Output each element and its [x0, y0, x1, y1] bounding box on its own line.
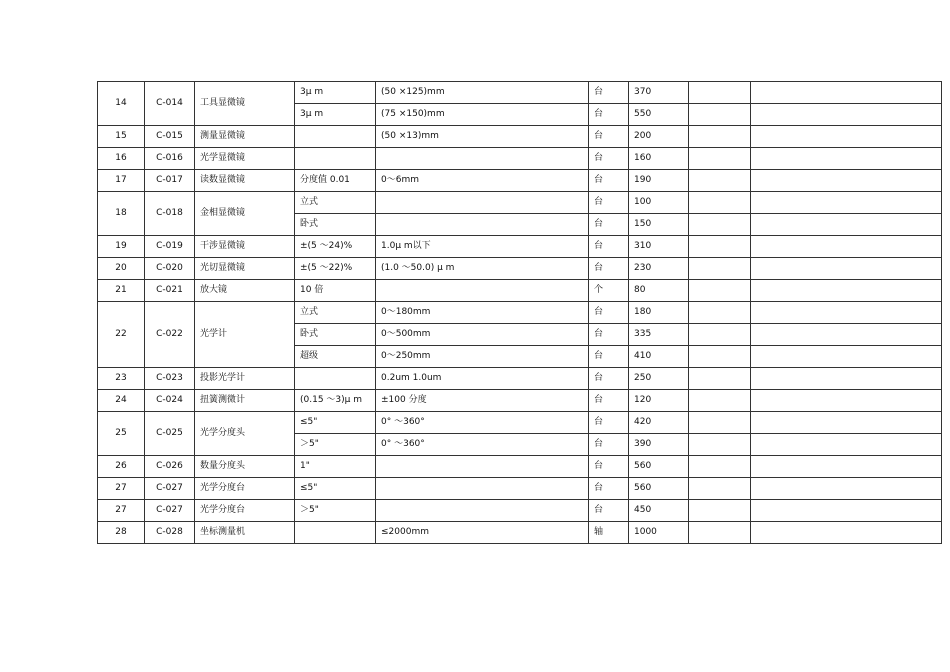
remark-cell — [751, 82, 942, 104]
price-cell: 120 — [629, 390, 689, 412]
range-cell: 0～250mm — [376, 346, 589, 368]
unit-cell: 台 — [589, 346, 629, 368]
unit-cell: 台 — [589, 214, 629, 236]
range-cell: (1.0 ～50.0) μ m — [376, 258, 589, 280]
item-code-cell: C-014 — [145, 82, 195, 126]
item-name-cell: 测量显微镜 — [195, 126, 295, 148]
price-table — [97, 81, 942, 544]
table-row — [98, 148, 942, 170]
spec-cell: ＞5" — [295, 434, 376, 456]
item-number-cell: 20 — [98, 258, 145, 280]
range-cell: 1.0μ m以下 — [376, 236, 589, 258]
blank-cell — [689, 148, 751, 170]
unit-cell: 台 — [589, 478, 629, 500]
spec-cell: 立式 — [295, 192, 376, 214]
range-cell — [376, 192, 589, 214]
unit-cell: 台 — [589, 434, 629, 456]
price-cell: 370 — [629, 82, 689, 104]
item-name-cell: 数量分度头 — [195, 456, 295, 478]
unit-cell: 台 — [589, 456, 629, 478]
range-cell: 0～180mm — [376, 302, 589, 324]
unit-cell: 台 — [589, 104, 629, 126]
blank-cell — [689, 434, 751, 456]
remark-cell — [751, 412, 942, 434]
spec-cell: 1" — [295, 456, 376, 478]
blank-cell — [689, 456, 751, 478]
blank-cell — [689, 500, 751, 522]
price-cell: 100 — [629, 192, 689, 214]
price-cell: 150 — [629, 214, 689, 236]
spec-cell: ≤5" — [295, 412, 376, 434]
unit-cell: 台 — [589, 500, 629, 522]
unit-cell: 轴 — [589, 522, 629, 544]
spec-cell: 分度值 0.01 — [295, 170, 376, 192]
blank-cell — [689, 170, 751, 192]
table-row — [98, 412, 942, 434]
range-cell: (50 ×125)mm — [376, 82, 589, 104]
item-code-cell: C-015 — [145, 126, 195, 148]
table-row — [98, 126, 942, 148]
item-number-cell: 14 — [98, 82, 145, 126]
range-cell — [376, 214, 589, 236]
item-code-cell: C-017 — [145, 170, 195, 192]
item-code-cell: C-020 — [145, 258, 195, 280]
item-name-cell: 光切显微镜 — [195, 258, 295, 280]
item-number-cell: 17 — [98, 170, 145, 192]
price-cell: 160 — [629, 148, 689, 170]
blank-cell — [689, 368, 751, 390]
item-name-cell: 金相显微镜 — [195, 192, 295, 236]
spec-cell: ＞5" — [295, 500, 376, 522]
spec-cell: 卧式 — [295, 214, 376, 236]
item-name-cell: 工具显微镜 — [195, 82, 295, 126]
price-cell: 250 — [629, 368, 689, 390]
remark-cell — [751, 390, 942, 412]
remark-cell — [751, 236, 942, 258]
range-cell: ≤2000mm — [376, 522, 589, 544]
item-name-cell: 光学分度台 — [195, 478, 295, 500]
blank-cell — [689, 126, 751, 148]
spec-cell: 10 倍 — [295, 280, 376, 302]
remark-cell — [751, 214, 942, 236]
unit-cell: 台 — [589, 236, 629, 258]
table-row — [98, 456, 942, 478]
price-cell: 80 — [629, 280, 689, 302]
blank-cell — [689, 192, 751, 214]
unit-cell: 台 — [589, 148, 629, 170]
table-row — [98, 478, 942, 500]
unit-cell: 台 — [589, 412, 629, 434]
spec-cell: 3μ m — [295, 104, 376, 126]
item-name-cell: 放大镜 — [195, 280, 295, 302]
blank-cell — [689, 412, 751, 434]
price-cell: 450 — [629, 500, 689, 522]
item-name-cell: 投影光学计 — [195, 368, 295, 390]
item-code-cell: C-024 — [145, 390, 195, 412]
blank-cell — [689, 346, 751, 368]
blank-cell — [689, 258, 751, 280]
remark-cell — [751, 478, 942, 500]
blank-cell — [689, 390, 751, 412]
unit-cell: 台 — [589, 126, 629, 148]
item-code-cell: C-018 — [145, 192, 195, 236]
spec-cell: 3μ m — [295, 82, 376, 104]
remark-cell — [751, 126, 942, 148]
price-cell: 190 — [629, 170, 689, 192]
spec-cell — [295, 126, 376, 148]
unit-cell: 台 — [589, 82, 629, 104]
price-cell: 550 — [629, 104, 689, 126]
range-cell — [376, 478, 589, 500]
range-cell: 0.2um 1.0um — [376, 368, 589, 390]
item-number-cell: 28 — [98, 522, 145, 544]
remark-cell — [751, 456, 942, 478]
spec-cell — [295, 522, 376, 544]
spec-cell: (0.15 ～3)μ m — [295, 390, 376, 412]
remark-cell — [751, 148, 942, 170]
price-cell: 420 — [629, 412, 689, 434]
price-cell: 335 — [629, 324, 689, 346]
blank-cell — [689, 478, 751, 500]
table-row — [98, 522, 942, 544]
item-number-cell: 27 — [98, 500, 145, 522]
item-code-cell: C-021 — [145, 280, 195, 302]
item-number-cell: 16 — [98, 148, 145, 170]
table-row — [98, 368, 942, 390]
item-code-cell: C-023 — [145, 368, 195, 390]
item-number-cell: 15 — [98, 126, 145, 148]
item-code-cell: C-026 — [145, 456, 195, 478]
price-cell: 410 — [629, 346, 689, 368]
range-cell — [376, 456, 589, 478]
table-row — [98, 236, 942, 258]
range-cell — [376, 148, 589, 170]
remark-cell — [751, 104, 942, 126]
unit-cell: 台 — [589, 192, 629, 214]
price-cell: 560 — [629, 456, 689, 478]
remark-cell — [751, 522, 942, 544]
blank-cell — [689, 214, 751, 236]
blank-cell — [689, 236, 751, 258]
table-row — [98, 280, 942, 302]
item-code-cell: C-028 — [145, 522, 195, 544]
range-cell — [376, 500, 589, 522]
remark-cell — [751, 324, 942, 346]
price-cell: 560 — [629, 478, 689, 500]
table-row — [98, 302, 942, 324]
price-cell: 310 — [629, 236, 689, 258]
range-cell: 0～6mm — [376, 170, 589, 192]
item-name-cell: 读数显微镜 — [195, 170, 295, 192]
remark-cell — [751, 192, 942, 214]
range-cell: 0° ～360° — [376, 434, 589, 456]
remark-cell — [751, 500, 942, 522]
unit-cell: 台 — [589, 302, 629, 324]
price-cell: 180 — [629, 302, 689, 324]
item-name-cell: 光学显微镜 — [195, 148, 295, 170]
range-cell — [376, 280, 589, 302]
spec-cell: 超级 — [295, 346, 376, 368]
blank-cell — [689, 324, 751, 346]
item-code-cell: C-016 — [145, 148, 195, 170]
table-row — [98, 500, 942, 522]
unit-cell: 台 — [589, 368, 629, 390]
unit-cell: 台 — [589, 390, 629, 412]
spec-cell — [295, 148, 376, 170]
item-name-cell: 干涉显微镜 — [195, 236, 295, 258]
table-row — [98, 258, 942, 280]
table-row — [98, 390, 942, 412]
item-number-cell: 22 — [98, 302, 145, 368]
remark-cell — [751, 368, 942, 390]
spec-cell: ±(5 ～24)% — [295, 236, 376, 258]
table-row — [98, 192, 942, 214]
item-number-cell: 21 — [98, 280, 145, 302]
remark-cell — [751, 170, 942, 192]
table-row — [98, 82, 942, 104]
item-name-cell: 光学计 — [195, 302, 295, 368]
price-cell: 230 — [629, 258, 689, 280]
item-number-cell: 24 — [98, 390, 145, 412]
item-code-cell: C-019 — [145, 236, 195, 258]
item-number-cell: 18 — [98, 192, 145, 236]
remark-cell — [751, 434, 942, 456]
blank-cell — [689, 82, 751, 104]
blank-cell — [689, 302, 751, 324]
range-cell: 0～500mm — [376, 324, 589, 346]
item-number-cell: 25 — [98, 412, 145, 456]
blank-cell — [689, 104, 751, 126]
unit-cell: 台 — [589, 258, 629, 280]
range-cell: (75 ×150)mm — [376, 104, 589, 126]
spec-cell: ±(5 ～22)% — [295, 258, 376, 280]
item-number-cell: 19 — [98, 236, 145, 258]
blank-cell — [689, 280, 751, 302]
remark-cell — [751, 258, 942, 280]
item-name-cell: 坐标测量机 — [195, 522, 295, 544]
item-name-cell: 扭簧测微计 — [195, 390, 295, 412]
range-cell: (50 ×13)mm — [376, 126, 589, 148]
unit-cell: 台 — [589, 170, 629, 192]
blank-cell — [689, 522, 751, 544]
spec-cell — [295, 368, 376, 390]
range-cell: 0° ～360° — [376, 412, 589, 434]
item-code-cell: C-027 — [145, 478, 195, 500]
item-code-cell: C-025 — [145, 412, 195, 456]
price-cell: 200 — [629, 126, 689, 148]
spec-cell: 卧式 — [295, 324, 376, 346]
unit-cell: 台 — [589, 324, 629, 346]
item-number-cell: 23 — [98, 368, 145, 390]
range-cell: ±100 分度 — [376, 390, 589, 412]
remark-cell — [751, 280, 942, 302]
unit-cell: 个 — [589, 280, 629, 302]
table-row — [98, 170, 942, 192]
remark-cell — [751, 302, 942, 324]
price-cell: 390 — [629, 434, 689, 456]
item-name-cell: 光学分度头 — [195, 412, 295, 456]
spec-cell: ≤5" — [295, 478, 376, 500]
item-code-cell: C-022 — [145, 302, 195, 368]
item-name-cell: 光学分度台 — [195, 500, 295, 522]
table-body — [98, 82, 942, 544]
price-cell: 1000 — [629, 522, 689, 544]
item-code-cell: C-027 — [145, 500, 195, 522]
spec-cell: 立式 — [295, 302, 376, 324]
remark-cell — [751, 346, 942, 368]
item-number-cell: 27 — [98, 478, 145, 500]
item-number-cell: 26 — [98, 456, 145, 478]
